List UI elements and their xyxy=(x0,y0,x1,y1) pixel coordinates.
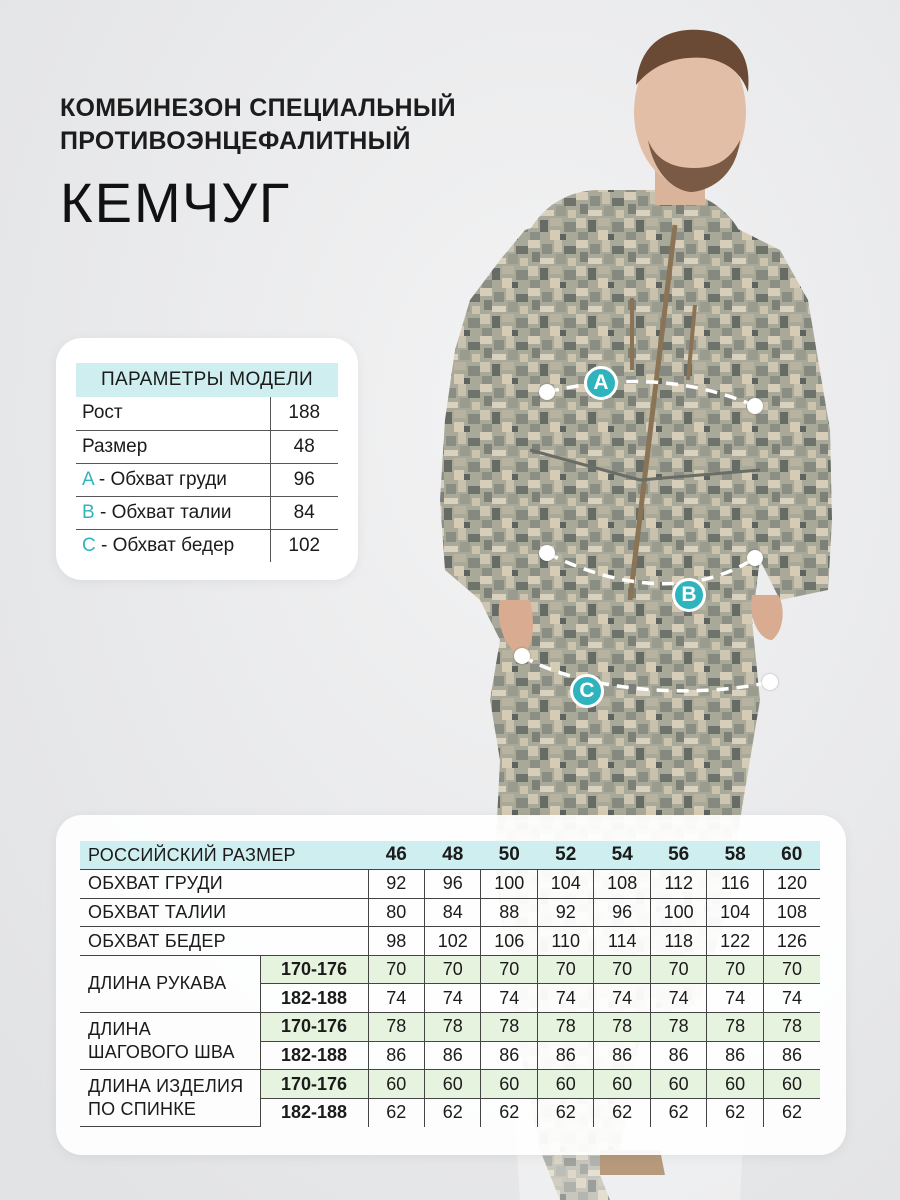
params-row xyxy=(76,397,338,430)
size-cell: 62 xyxy=(763,1098,820,1127)
size-cell: 122 xyxy=(707,927,763,956)
size-cell: 74 xyxy=(481,984,537,1013)
param-label xyxy=(76,496,270,529)
size-cell: 60 xyxy=(594,1070,650,1099)
size-cell: 86 xyxy=(594,1041,650,1070)
height-range: 182-188 xyxy=(260,1098,368,1127)
size-cell: 86 xyxy=(368,1041,424,1070)
param-value: 102 xyxy=(270,529,338,562)
model-params-card xyxy=(56,338,358,580)
model-name: КЕМЧУГ xyxy=(60,171,292,234)
params-header: ПАРАМЕТРЫ МОДЕЛИ xyxy=(76,363,338,397)
param-value: 48 xyxy=(270,430,338,463)
size-chart-card xyxy=(56,815,846,1155)
size-row-sleeve-0 xyxy=(80,955,820,984)
size-cell: 86 xyxy=(425,1041,481,1070)
hips-line-left-dot xyxy=(514,648,530,664)
param-label: Размер xyxy=(76,430,270,463)
marker-c-hips: C xyxy=(570,674,604,708)
size-row-waist xyxy=(80,898,820,927)
size-row-label-line1: ДЛИНА xyxy=(88,1019,151,1040)
size-cell: 112 xyxy=(650,870,706,899)
param-value: 96 xyxy=(270,463,338,496)
size-header-56: 56 xyxy=(650,841,706,870)
size-cell: 108 xyxy=(763,898,820,927)
param-text: - Обхват груди xyxy=(93,468,227,490)
size-cell: 62 xyxy=(537,1098,593,1127)
size-cell: 120 xyxy=(763,870,820,899)
product-title xyxy=(60,92,456,234)
size-cell: 60 xyxy=(481,1070,537,1099)
size-header-label: РОССИЙСКИЙ РАЗМЕР xyxy=(80,841,368,870)
size-cell: 92 xyxy=(537,898,593,927)
size-cell: 70 xyxy=(594,955,650,984)
size-cell: 70 xyxy=(650,955,706,984)
size-cell: 80 xyxy=(368,898,424,927)
size-header-46: 46 xyxy=(368,841,424,870)
size-row-label-line2: ШАГОВОГО ШВА xyxy=(88,1042,235,1063)
size-header-row xyxy=(80,841,820,870)
size-cell: 100 xyxy=(650,898,706,927)
waist-line-right-dot xyxy=(747,550,763,566)
size-cell: 74 xyxy=(425,984,481,1013)
size-cell: 102 xyxy=(425,927,481,956)
chest-line-left-dot xyxy=(539,384,555,400)
size-cell: 78 xyxy=(425,1013,481,1042)
size-chart-table xyxy=(80,841,820,1127)
size-cell: 86 xyxy=(481,1041,537,1070)
title-line-2: ПРОТИВОЭНЦЕФАЛИТНЫЙ xyxy=(60,127,411,155)
size-cell: 62 xyxy=(481,1098,537,1127)
size-cell: 78 xyxy=(650,1013,706,1042)
size-cell: 104 xyxy=(707,898,763,927)
size-cell: 88 xyxy=(481,898,537,927)
size-row-label: ОБХВАТ ТАЛИИ xyxy=(80,898,368,927)
size-header-60: 60 xyxy=(763,841,820,870)
param-label: Рост xyxy=(76,397,270,430)
height-range: 170-176 xyxy=(260,955,368,984)
size-cell: 78 xyxy=(594,1013,650,1042)
size-header-48: 48 xyxy=(425,841,481,870)
height-range: 170-176 xyxy=(260,1013,368,1042)
size-row-chest xyxy=(80,870,820,899)
size-cell: 106 xyxy=(481,927,537,956)
params-row xyxy=(76,430,338,463)
size-cell: 92 xyxy=(368,870,424,899)
model-params-table xyxy=(76,363,338,562)
size-cell: 62 xyxy=(650,1098,706,1127)
param-letter: B xyxy=(82,501,95,523)
height-range: 182-188 xyxy=(260,984,368,1013)
size-cell: 78 xyxy=(537,1013,593,1042)
size-cell: 62 xyxy=(594,1098,650,1127)
size-cell: 84 xyxy=(425,898,481,927)
param-text: - Обхват бедер xyxy=(95,534,235,556)
size-row-label xyxy=(80,1070,260,1127)
size-cell: 74 xyxy=(650,984,706,1013)
size-cell: 118 xyxy=(650,927,706,956)
param-label xyxy=(76,529,270,562)
height-range: 182-188 xyxy=(260,1041,368,1070)
waist-line-left-dot xyxy=(539,545,555,561)
size-cell: 108 xyxy=(594,870,650,899)
size-cell: 86 xyxy=(650,1041,706,1070)
size-cell: 78 xyxy=(481,1013,537,1042)
params-row xyxy=(76,496,338,529)
size-cell: 100 xyxy=(481,870,537,899)
param-label xyxy=(76,463,270,496)
size-cell: 86 xyxy=(707,1041,763,1070)
size-header-58: 58 xyxy=(707,841,763,870)
size-cell: 98 xyxy=(368,927,424,956)
size-cell: 60 xyxy=(368,1070,424,1099)
size-cell: 70 xyxy=(763,955,820,984)
size-cell: 74 xyxy=(707,984,763,1013)
param-letter: C xyxy=(82,534,96,556)
size-cell: 86 xyxy=(763,1041,820,1070)
size-cell: 126 xyxy=(763,927,820,956)
marker-a-chest: A xyxy=(584,366,618,400)
size-row-label-line1: ДЛИНА ИЗДЕЛИЯ xyxy=(88,1076,244,1097)
height-range: 170-176 xyxy=(260,1070,368,1099)
size-row-label: ОБХВАТ БЕДЕР xyxy=(80,927,368,956)
size-cell: 62 xyxy=(425,1098,481,1127)
hips-line-right-dot xyxy=(762,674,778,690)
size-cell: 60 xyxy=(425,1070,481,1099)
size-cell: 70 xyxy=(368,955,424,984)
size-cell: 78 xyxy=(707,1013,763,1042)
size-cell: 74 xyxy=(368,984,424,1013)
param-value: 84 xyxy=(270,496,338,529)
marker-b-waist: B xyxy=(672,578,706,612)
size-row-hips xyxy=(80,927,820,956)
size-cell: 70 xyxy=(707,955,763,984)
chest-line-right-dot xyxy=(747,398,763,414)
size-cell: 70 xyxy=(481,955,537,984)
size-row-label xyxy=(80,1013,260,1070)
size-cell: 62 xyxy=(368,1098,424,1127)
size-cell: 60 xyxy=(537,1070,593,1099)
size-row-label: ДЛИНА РУКАВА xyxy=(80,955,260,1012)
size-cell: 86 xyxy=(537,1041,593,1070)
size-cell: 114 xyxy=(594,927,650,956)
size-cell: 110 xyxy=(537,927,593,956)
size-row-inseam-0 xyxy=(80,1013,820,1042)
size-row-back_length-0 xyxy=(80,1070,820,1099)
size-cell: 96 xyxy=(594,898,650,927)
size-cell: 74 xyxy=(537,984,593,1013)
size-cell: 60 xyxy=(763,1070,820,1099)
size-cell: 78 xyxy=(763,1013,820,1042)
size-cell: 60 xyxy=(707,1070,763,1099)
size-header-54: 54 xyxy=(594,841,650,870)
size-cell: 74 xyxy=(594,984,650,1013)
params-row xyxy=(76,529,338,562)
size-row-label-line2: ПО СПИНКЕ xyxy=(88,1099,197,1120)
size-header-50: 50 xyxy=(481,841,537,870)
size-cell: 70 xyxy=(425,955,481,984)
size-cell: 104 xyxy=(537,870,593,899)
size-cell: 60 xyxy=(650,1070,706,1099)
param-value: 188 xyxy=(270,397,338,430)
params-row xyxy=(76,463,338,496)
size-cell: 96 xyxy=(425,870,481,899)
size-header-52: 52 xyxy=(537,841,593,870)
size-cell: 70 xyxy=(537,955,593,984)
size-row-label: ОБХВАТ ГРУДИ xyxy=(80,870,368,899)
size-cell: 78 xyxy=(368,1013,424,1042)
size-cell: 62 xyxy=(707,1098,763,1127)
size-cell: 116 xyxy=(707,870,763,899)
title-line-1: КОМБИНЕЗОН СПЕЦИАЛЬНЫЙ xyxy=(60,94,456,122)
size-cell: 74 xyxy=(763,984,820,1013)
param-letter: A xyxy=(82,468,94,490)
param-text: - Обхват талии xyxy=(94,501,232,523)
